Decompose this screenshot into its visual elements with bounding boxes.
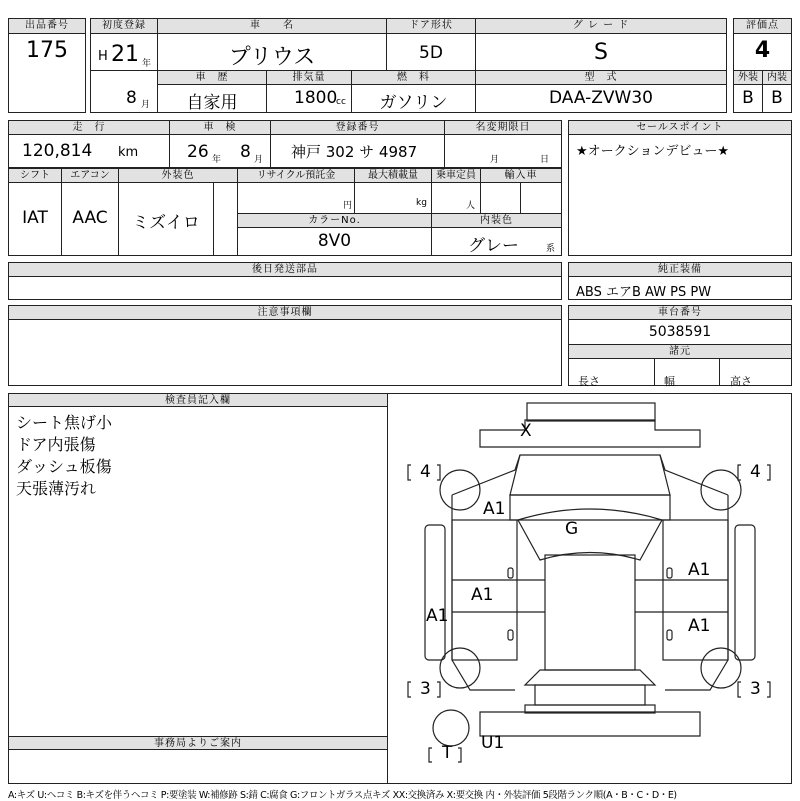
legend: A:キズ U:ヘコミ B:キズを伴うヘコミ P:要塗装 W:補修跡 S:錆 C:腐食 G:フロントガラス点キズ XX:交換済み X:要交換 内・外装評価 5段階ランク順(A・B・C・D・E) — [8, 790, 677, 801]
mark-door-fr: A1 — [688, 560, 711, 580]
int-score: B — [771, 88, 783, 108]
equip-label: 純正装備 — [568, 262, 792, 277]
length-label: 長さ — [578, 375, 600, 388]
mark-front: X — [520, 421, 532, 441]
trunk — [535, 685, 645, 705]
score: 4 — [754, 38, 771, 63]
first-reg-month: 8 — [126, 88, 137, 108]
door-right — [663, 520, 728, 660]
inspector-label: 検査員記入欄 — [8, 393, 388, 407]
doors: 5D — [419, 43, 443, 63]
rear-bumper — [480, 712, 700, 736]
height-label: 高さ — [730, 375, 752, 388]
handle-rl — [508, 630, 513, 640]
grade-label: グ レ ー ド — [475, 18, 727, 34]
mark-tire-rl: 3 — [420, 679, 431, 699]
office-label: 事務局よりご案内 — [8, 736, 388, 750]
inspector-note: ドア内張傷 — [16, 435, 96, 454]
mark-tire-fr: 4 — [750, 462, 761, 482]
displacement-label: 排気量 — [266, 70, 352, 85]
history: 自家用 — [186, 93, 238, 113]
handle-rr — [667, 630, 672, 640]
inspection-label: 車 検 — [169, 120, 271, 135]
insp-year-unit: 年 — [212, 155, 222, 165]
chassis-label: 車台番号 — [568, 305, 792, 320]
name-label: 車 名 — [157, 18, 387, 34]
cap-unit: 人 — [466, 201, 476, 211]
ext-color-sub-cell — [213, 182, 238, 256]
ext-color-label: 外装色 — [118, 168, 238, 183]
shift: IAT — [22, 208, 48, 228]
ac: AAC — [72, 208, 108, 228]
car-name: プリウス — [228, 45, 316, 70]
wheel-fr — [701, 470, 741, 510]
reg-number: 神戸 302 サ 4987 — [291, 143, 418, 161]
front-grille — [527, 403, 655, 421]
later-parts-cell — [8, 276, 562, 300]
wheel-fl — [440, 470, 480, 510]
displacement: 1800 — [294, 88, 338, 108]
history-label: 車 歴 — [157, 70, 267, 85]
inspector-note: 天張薄汚れ — [16, 479, 97, 498]
km-unit: km — [118, 145, 139, 160]
office-cell — [8, 749, 388, 784]
grade: S — [594, 40, 608, 65]
caution-label: 注意事項欄 — [8, 305, 562, 320]
door-left-split — [452, 580, 545, 612]
width-label: 幅 — [664, 375, 675, 388]
sales-label: セールスポイント — [568, 120, 792, 135]
first-reg-year: 21 — [111, 42, 139, 67]
windshield — [518, 509, 662, 560]
handle-fr — [667, 568, 672, 578]
sill-left — [425, 525, 445, 660]
recycle-cell — [237, 182, 355, 214]
cc-unit: cc — [336, 97, 346, 107]
insp-month-unit: 月 — [254, 155, 264, 165]
insp-year: 26 — [187, 142, 209, 162]
car-diagram — [389, 395, 791, 783]
inspector-note: シート焦げ小 — [16, 413, 113, 432]
equipment: ABS エアB AW PS PW — [576, 285, 712, 300]
import-label: 輸入車 — [480, 168, 562, 183]
score-label: 評価点 — [733, 18, 792, 34]
model: DAA-ZVW30 — [548, 88, 653, 108]
wheel-rl — [440, 648, 480, 688]
mark-tire-rr: 3 — [750, 679, 761, 699]
roof — [545, 555, 635, 670]
color-no: 8V0 — [317, 231, 352, 251]
import-cell-b — [520, 182, 562, 214]
insp-month: 8 — [240, 142, 251, 162]
fuel-label: 燃 料 — [351, 70, 476, 85]
mark-side-l: A1 — [426, 606, 449, 626]
load-unit: kg — [416, 198, 427, 208]
shift-label: シフト — [8, 168, 62, 183]
mileage-label: 走 行 — [8, 120, 170, 135]
lot-number: 175 — [26, 38, 68, 63]
mark-rear: U1 — [481, 733, 505, 753]
mark-tire-fl: 4 — [420, 462, 431, 482]
inspector-divider — [387, 393, 388, 736]
year-unit: 年 — [142, 59, 152, 69]
doors-label: ドア形状 — [386, 18, 476, 34]
sill-right — [735, 525, 755, 660]
mark-hood: A1 — [483, 499, 506, 519]
deadline-month-unit: 月 — [490, 155, 500, 165]
recycle-label: リサイクル預託金 — [237, 168, 355, 183]
model-label: 型 式 — [475, 70, 727, 85]
mark-spare: T — [442, 743, 453, 763]
int-color-suffix: 系 — [546, 244, 556, 254]
later-parts-label: 後日発送部品 — [8, 262, 562, 277]
ac-label: エアコン — [61, 168, 119, 183]
mileage: 120,814 — [22, 141, 93, 161]
sales-point: ★オークションデビュー★ — [576, 144, 730, 159]
rear-window — [525, 670, 655, 685]
fuel: ガソリン — [379, 93, 448, 113]
handle-fl — [508, 568, 513, 578]
int-label: 内装 — [762, 70, 792, 85]
mark-windshield: G — [565, 519, 579, 539]
mark-door-rr: A1 — [688, 616, 711, 636]
reg-label: 登録番号 — [270, 120, 445, 135]
import-cell-a — [480, 182, 521, 214]
body-left — [452, 455, 520, 690]
lot-label: 出品番号 — [8, 18, 86, 34]
chassis-number: 5038591 — [648, 324, 712, 340]
front-fascia — [510, 455, 670, 495]
int-color-label: 内装色 — [431, 213, 562, 228]
door-right-split — [635, 580, 728, 612]
dims-label: 諸元 — [568, 344, 792, 359]
deadline-label: 名変期限日 — [444, 120, 562, 135]
month-unit: 月 — [141, 100, 151, 110]
inspector-note: ダッシュ板傷 — [16, 457, 112, 476]
front-bumper — [480, 420, 700, 447]
deadline-day-unit: 日 — [540, 155, 550, 165]
cap-label: 乗車定員 — [431, 168, 481, 183]
era: H — [98, 49, 108, 64]
recycle-unit: 円 — [343, 201, 353, 211]
first-reg-label: 初度登録 — [90, 18, 158, 34]
int-color: グレー — [468, 236, 519, 256]
load-label: 最大積載量 — [354, 168, 432, 183]
color-no-label: カラーNo. — [237, 213, 432, 228]
ext-color: ミズイロ — [132, 213, 200, 233]
caution-cell — [8, 319, 562, 386]
mark-door-fl: A1 — [471, 585, 494, 605]
ext-label: 外装 — [733, 70, 763, 85]
spare-tire — [433, 710, 469, 746]
ext-score: B — [742, 88, 754, 108]
